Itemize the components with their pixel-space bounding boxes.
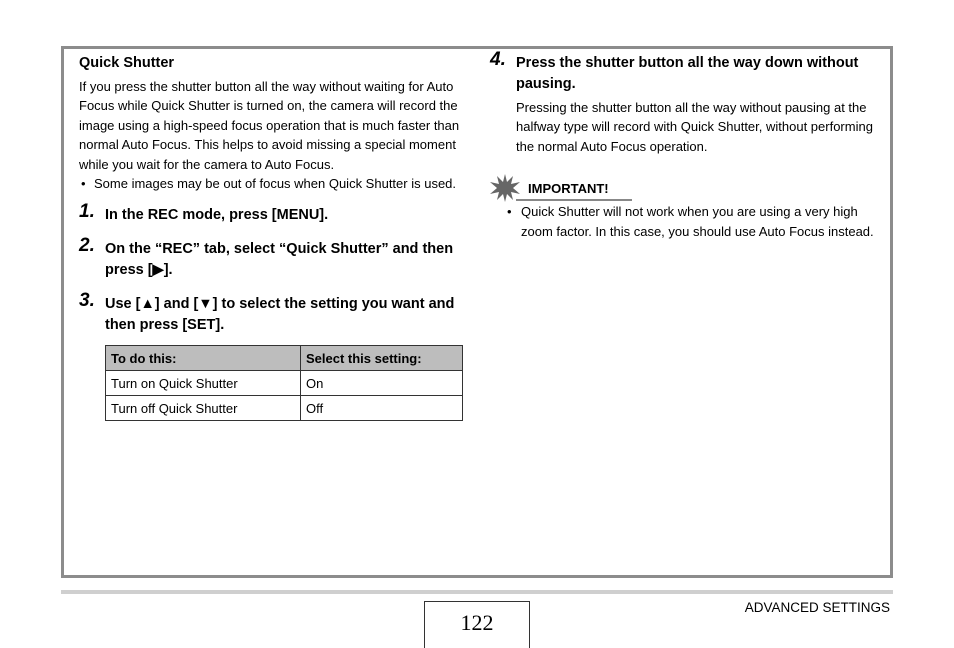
important-header [490,174,880,200]
step-text: In the REC mode, press [MENU]. [105,207,329,224]
important-bullet-text: Quick Shutter will not work when you are using a very high zoom factor. In this case, you should use Auto Focus instead. [521,204,874,239]
table-header-cell: To do this: [106,346,301,371]
step-text: On the “REC” tab, select “Quick Shutter” and then press [▶]. [105,241,454,279]
footer-section-name: ADVANCED SETTINGS [744,600,890,615]
step-number: 4. [490,49,506,70]
page-number: 122 [460,610,494,635]
step-number: 1. [79,201,95,223]
table-header-row [106,346,463,371]
important-bullet [490,202,880,241]
bullet-dot-icon: • [507,204,512,220]
step-number: 3. [79,290,95,312]
step-4 [490,49,880,95]
table-cell: Off [301,396,463,421]
page-number-box [424,601,530,648]
important-underline [516,199,632,201]
starburst-icon [490,174,520,202]
note-bullet [79,174,469,193]
step-1 [79,201,469,226]
settings-table [105,345,463,421]
important-label: IMPORTANT! [528,181,609,197]
left-column [79,55,469,421]
step-number: 2. [79,235,95,257]
step-2 [79,235,469,281]
table-row [106,396,463,421]
step-4-description: Pressing the shutter button all the way without pausing at the halfway type will record with Quick Shutter, without performing the normal Auto Focus operation. [516,100,873,154]
table-cell: Turn on Quick Shutter [106,371,301,396]
table-cell: Turn off Quick Shutter [106,396,301,421]
footer-divider [61,590,893,594]
table-cell: On [301,371,463,396]
table-row [106,371,463,396]
step-text: Press the shutter button all the way down without pausing. [516,55,859,92]
table-header-cell: Select this setting: [301,346,463,371]
bullet-dot-icon: • [81,176,86,192]
section-title: Quick Shutter [79,55,175,71]
step-text: Use [▲] and [▼] to select the setting you want and then press [SET]. [105,296,455,334]
right-column [490,49,880,241]
note-bullet-text: Some images may be out of focus when Quick Shutter is used. [94,176,457,192]
step-3 [79,290,469,336]
intro-paragraph: If you press the shutter button all the way without waiting for Auto Focus while Quick Shutter is turned on, the camera will record the image using a high-speed focus operation that is much faster than normal Auto Focus. This helps to avoid missing a special moment while you wait for the camera to Auto Focus. [79,79,460,172]
